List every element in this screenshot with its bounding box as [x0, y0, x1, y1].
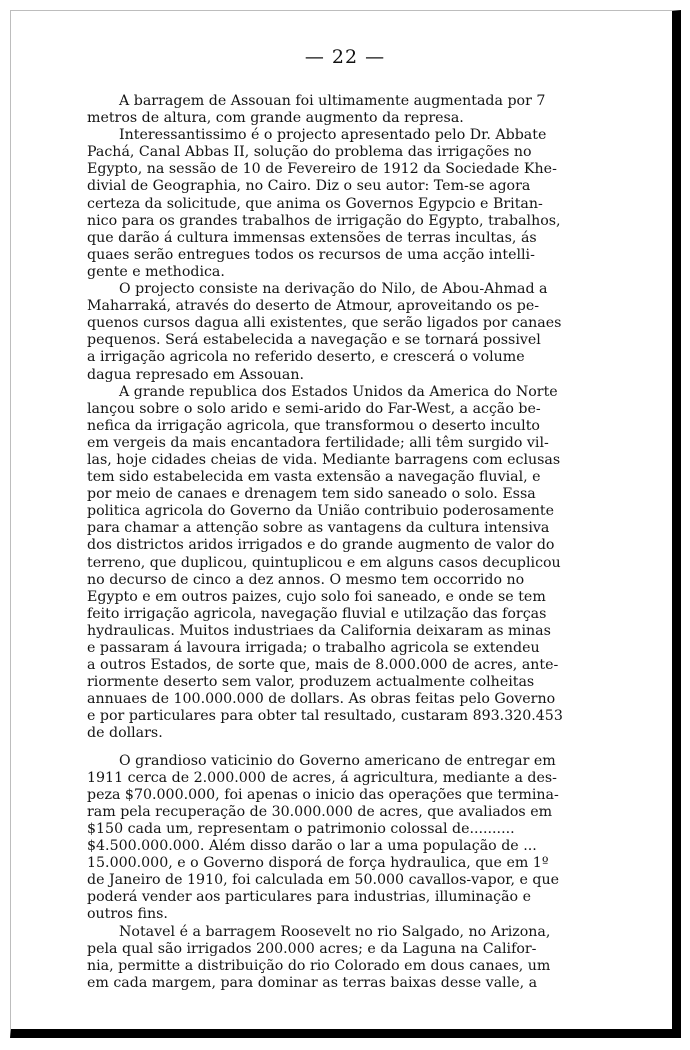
text-line: terreno, que duplicou, quintuplicou e em alguns casos decuplicou	[87, 554, 561, 571]
text-line: peza $70.000.000, foi apenas o inicio das operações que termina-	[87, 786, 559, 803]
text-line: riormente deserto sem valor, produzem actualmente colheitas	[87, 674, 535, 691]
body-text	[87, 93, 583, 992]
text-line: A barragem de Assouan foi ultimamente augmentada por 7	[119, 93, 546, 109]
text-line: Egypto e em outros paizes, cujo solo foi saneado, e onde se tem	[87, 588, 546, 605]
text-line: pela qual são irrigados 200.000 acres; e da Laguna na Califor-	[87, 940, 537, 957]
text-line: dagua represado em Assouan.	[87, 366, 304, 383]
page-number: — 22 —	[304, 46, 386, 68]
text-line: nico para os grandes trabalhos de irrigação do Egypto, trabalhos,	[87, 212, 561, 229]
text-line: $4.500.000.000. Além disso darão o lar a uma população de ...	[87, 838, 537, 855]
text-line: Maharraká, através do deserto de Atmour, aproveitando os pe-	[87, 298, 540, 315]
text-line: A grande republica dos Estados Unidos da America do Norte	[119, 383, 558, 400]
text-line: outros fins.	[87, 906, 168, 923]
text-line: de dollars.	[87, 725, 163, 742]
text-line: nia, permitte a distribuição do rio Colorado em dous canaes, um	[87, 957, 551, 974]
text-line: las, hoje cidades cheias de vida. Mediante barragens com eclusas	[87, 451, 561, 468]
paragraph-abbate-project	[87, 127, 583, 281]
text-line: lançou sobre o solo arido e semi-arido do Far-West, a acção be-	[87, 400, 541, 417]
text-line: no decurso de cinco a dez annos. O mesmo tem occorrido no	[87, 571, 525, 588]
paragraph-assouan	[87, 93, 583, 127]
text-line: Egypto, na sessão de 10 de Fevereiro de 1912 da Sociedade Khe-	[87, 161, 557, 178]
text-line: por meio de canaes e drenagem tem sido saneado o solo. Essa	[87, 486, 536, 503]
text-line: quaes serão entregues todos os recursos de uma acção intelli-	[87, 246, 535, 263]
text-line: gente e methodica.	[87, 263, 225, 280]
text-line: feito irrigação agricola, navegação fluvial e utilzação das forças	[87, 605, 547, 622]
text-line: Pachá, Canal Abbas II, solução do problema das irrigações no	[87, 144, 532, 161]
text-line: ram pela recuperação de 30.000.000 de acres, que avaliados em	[87, 803, 553, 820]
text-line: e por particulares para obter tal resultado, custaram 893.320.453	[87, 708, 563, 725]
text-line: 15.000.000, e o Governo disporá de força hydraulica, que em 1º	[87, 855, 549, 872]
text-line: para chamar a attenção sobre as vantagens da cultura intensiva	[87, 520, 550, 537]
text-line: O projecto consiste na derivação do Nilo, de Abou-Ahmad a	[119, 281, 548, 298]
text-line: Notavel é a barragem Roosevelt no rio Salgado, no Arizona,	[119, 923, 551, 940]
text-line: tem sido estabelecida em vasta extensão a navegação fluvial, e	[87, 469, 541, 486]
text-line: e passaram á lavoura irrigada; o trabalho agricola se extendeu	[87, 640, 540, 656]
text-line: certeza da solicitude, que anima os Governos Egypcio e Britan-	[87, 195, 543, 212]
text-line: O grandioso vaticinio do Governo americano de entregar em	[119, 752, 556, 769]
text-line: 1911 cerca de 2.000.000 de acres, á agricultura, mediante a des-	[87, 769, 557, 786]
text-line: a irrigação agricola no referido deserto, e crescerá o volume	[87, 349, 525, 366]
text-line: annuaes de 100.000.000 de dollars. As obras feitas pelo Governo	[87, 691, 556, 708]
text-line: poderá vender aos particulares para industrias, illuminação e	[87, 889, 532, 906]
text-line: pequenos. Será estabelecida a navegação e se tornará possivel	[87, 332, 541, 349]
text-line: Interessantissimo é o projecto apresentado pelo Dr. Abbate	[119, 127, 547, 144]
paragraph-nile-derivation	[87, 281, 583, 384]
text-line: nefica da irrigação agricola, que transformou o deserto inculto	[87, 417, 540, 434]
text-line: quenos cursos dagua alli existentes, que serão ligados por canaes	[87, 315, 562, 332]
paragraph-spacer	[87, 743, 583, 753]
paragraph-american-government	[87, 753, 583, 924]
text-line: a outros Estados, de sorte que, mais de 8.000.000 de acres, ante-	[87, 657, 559, 674]
text-line: $150 cada um, representam o patrimonio colossal de..........	[87, 820, 515, 837]
text-line: em cada margem, para dominar as terras baixas desse valle, a	[87, 974, 538, 991]
text-line: dos districtos aridos irrigados e do grande augmento de valor do	[87, 537, 555, 554]
paragraph-united-states	[87, 384, 583, 743]
text-line: de Janeiro de 1910, foi calculada em 50.000 cavallos-vapor, e que	[87, 872, 560, 889]
text-line: metros de altura, com grande augmento da represa.	[87, 110, 464, 127]
text-line: divial de Geographia, no Cairo. Diz o seu autor: Tem-se agora	[87, 178, 531, 195]
text-line: politica agricola do Governo da União contribuio poderosamente	[87, 503, 554, 520]
text-line: hydraulicas. Muitos industriaes da California deixaram as minas	[87, 622, 551, 639]
text-line: em vergeis da mais encantadora fertilidade; alli têm surgido vil-	[87, 434, 549, 451]
text-line: que darão á cultura immensas extensões de terras incultas, ás	[87, 229, 537, 246]
paragraph-roosevelt-dam	[87, 924, 583, 992]
